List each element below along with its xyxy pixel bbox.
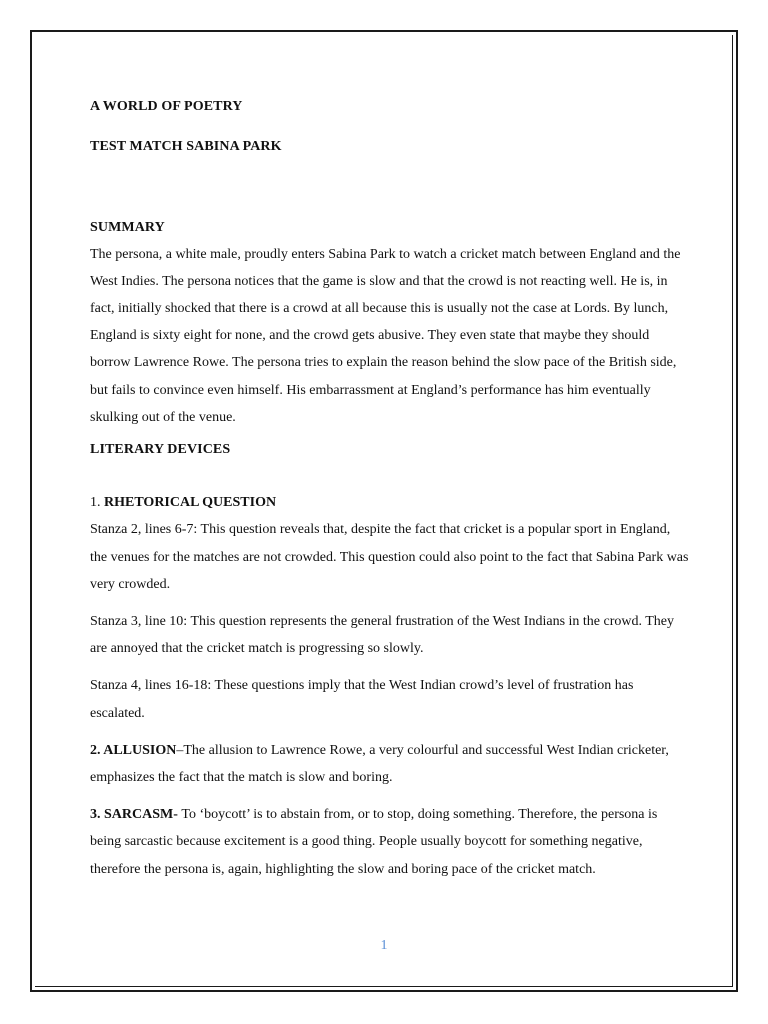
page-number: 1 <box>380 938 388 953</box>
rhetorical-question-number: 1. <box>90 495 104 511</box>
literary-devices-heading: LITERARY DEVICES <box>90 442 231 458</box>
rhetorical-question-label: RHETORICAL QUESTION <box>104 495 277 511</box>
allusion-paragraph <box>90 737 690 791</box>
sarcasm-paragraph <box>90 801 690 883</box>
rhetorical-question-heading <box>90 489 690 516</box>
rhetorical-question-paragraph-2: Stanza 3, line 10: This question represents the general frustration of the West Indians in the crowd. They are annoyed that the cricket match is progressing so slowly. <box>90 614 675 657</box>
sarcasm-label: 3. SARCASM- <box>90 807 182 823</box>
allusion-label: 2. ALLUSION <box>90 742 177 758</box>
summary-text: The persona, a white male, proudly enters Sabina Park to watch a cricket match between England and the West Indies. The persona notices that the game is slow and that the crowd is not reacting well. He is, in fact, initially shocked that there is a crowd at all because this is usually not the case at Lords. By lunch, England is sixty eight for none, and the crowd gets abusive. They even state that maybe they should borrow Lawrence Rowe. The persona tries to explain the reason behind the slow pace of the British side, but fails to convince even himself. His embarrassment at England’s performance has him eventually skulking out of the venue. <box>90 246 681 425</box>
document-subtitle: TEST MATCH SABINA PARK <box>90 139 282 155</box>
document-title: A WORLD OF POETRY <box>90 99 243 114</box>
rhetorical-question-paragraph-3: Stanza 4, lines 16-18: These questions imply that the West Indian crowd’s level of frustration has escalated. <box>90 678 634 721</box>
document-body <box>90 93 690 883</box>
summary-heading: SUMMARY <box>90 220 165 236</box>
sarcasm-text: To ‘boycott’ is to abstain from, or to stop, doing something. Therefore, the persona is being sarcastic because excitement is a good thing. People usually boycott for something negative, therefore the persona is, again, highlighting the slow and boring pace of the cricket match. <box>90 807 658 877</box>
rhetorical-question-paragraph-1: Stanza 2, lines 6-7: This question reveals that, despite the fact that cricket is a popular sport in England, the venues for the matches are not crowded. This question could also point to the fact that Sabina Park was very crowded. <box>90 522 689 592</box>
allusion-text: –The allusion to Lawrence Rowe, a very colourful and successful West Indian cricketer, emphasizes the fact that the match is slow and boring. <box>90 742 669 786</box>
